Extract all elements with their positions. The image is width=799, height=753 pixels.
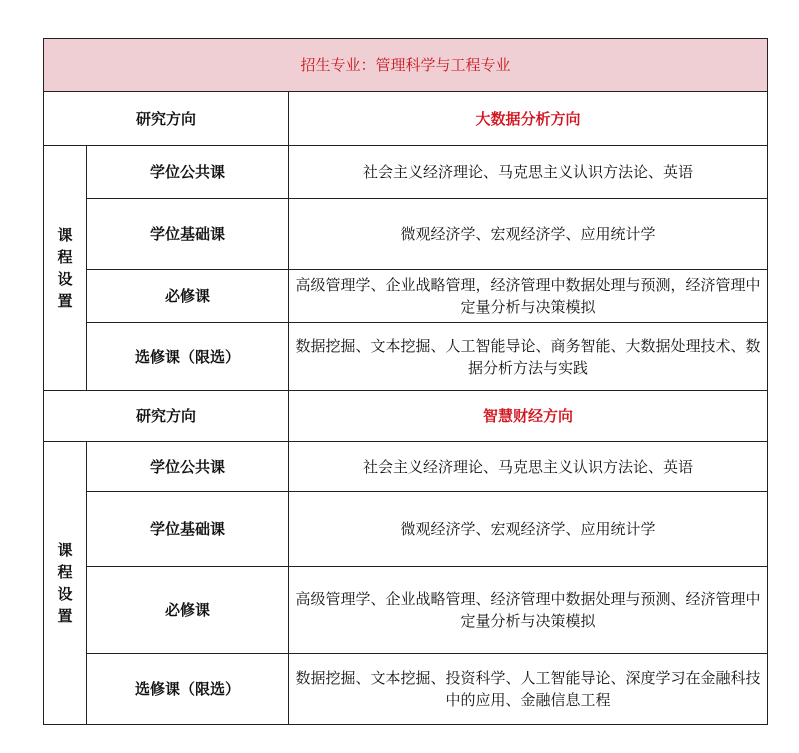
course-content: 微观经济学、宏观经济学、应用统计学 — [289, 199, 768, 270]
direction-row — [44, 391, 768, 442]
course-group-label — [44, 146, 87, 391]
direction-row — [44, 92, 768, 146]
course-row — [44, 199, 768, 270]
course-type-label: 学位公共课 — [87, 442, 289, 492]
course-type-label: 必修课 — [87, 567, 289, 654]
direction-label: 研究方向 — [44, 391, 289, 442]
course-content: 社会主义经济理论、马克思主义认识方法论、英语 — [289, 442, 768, 492]
direction-value: 大数据分析方向 — [289, 92, 768, 146]
course-type-label: 必修课 — [87, 270, 289, 323]
course-content: 高级管理学、企业战略管理，经济管理中数据处理与预测，经济管理中定量分析与决策模拟 — [289, 270, 768, 323]
course-type-label: 学位公共课 — [87, 146, 289, 199]
course-content: 微观经济学、宏观经济学、应用统计学 — [289, 492, 768, 567]
course-group-text: 课程设置 — [57, 226, 73, 310]
course-group-text: 课程设置 — [57, 541, 73, 625]
direction-label: 研究方向 — [44, 92, 289, 146]
course-row — [44, 492, 768, 567]
major-title: 招生专业：管理科学与工程专业 — [44, 39, 768, 92]
course-type-label: 学位基础课 — [87, 199, 289, 270]
course-group-label — [44, 442, 87, 725]
course-content: 数据挖掘、文本挖掘、人工智能导论、商务智能、大数据处理技术、数据分析方法与实践 — [289, 323, 768, 391]
course-row — [44, 442, 768, 492]
course-row — [44, 323, 768, 391]
course-type-label: 选修课（限选） — [87, 323, 289, 391]
direction-value: 智慧财经方向 — [289, 391, 768, 442]
course-type-label: 学位基础课 — [87, 492, 289, 567]
course-type-label: 选修课（限选） — [87, 654, 289, 725]
course-row — [44, 270, 768, 323]
course-content: 社会主义经济理论、马克思主义认识方法论、英语 — [289, 146, 768, 199]
course-content: 高级管理学、企业战略管理、经济管理中数据处理与预测、经济管理中定量分析与决策模拟 — [289, 567, 768, 654]
course-content: 数据挖掘、文本挖掘、投资科学、人工智能导论、深度学习在金融科技中的应用、金融信息工程 — [289, 654, 768, 725]
curriculum-table — [43, 38, 768, 725]
course-row — [44, 654, 768, 725]
title-row — [44, 39, 768, 92]
course-row — [44, 567, 768, 654]
course-row — [44, 146, 768, 199]
